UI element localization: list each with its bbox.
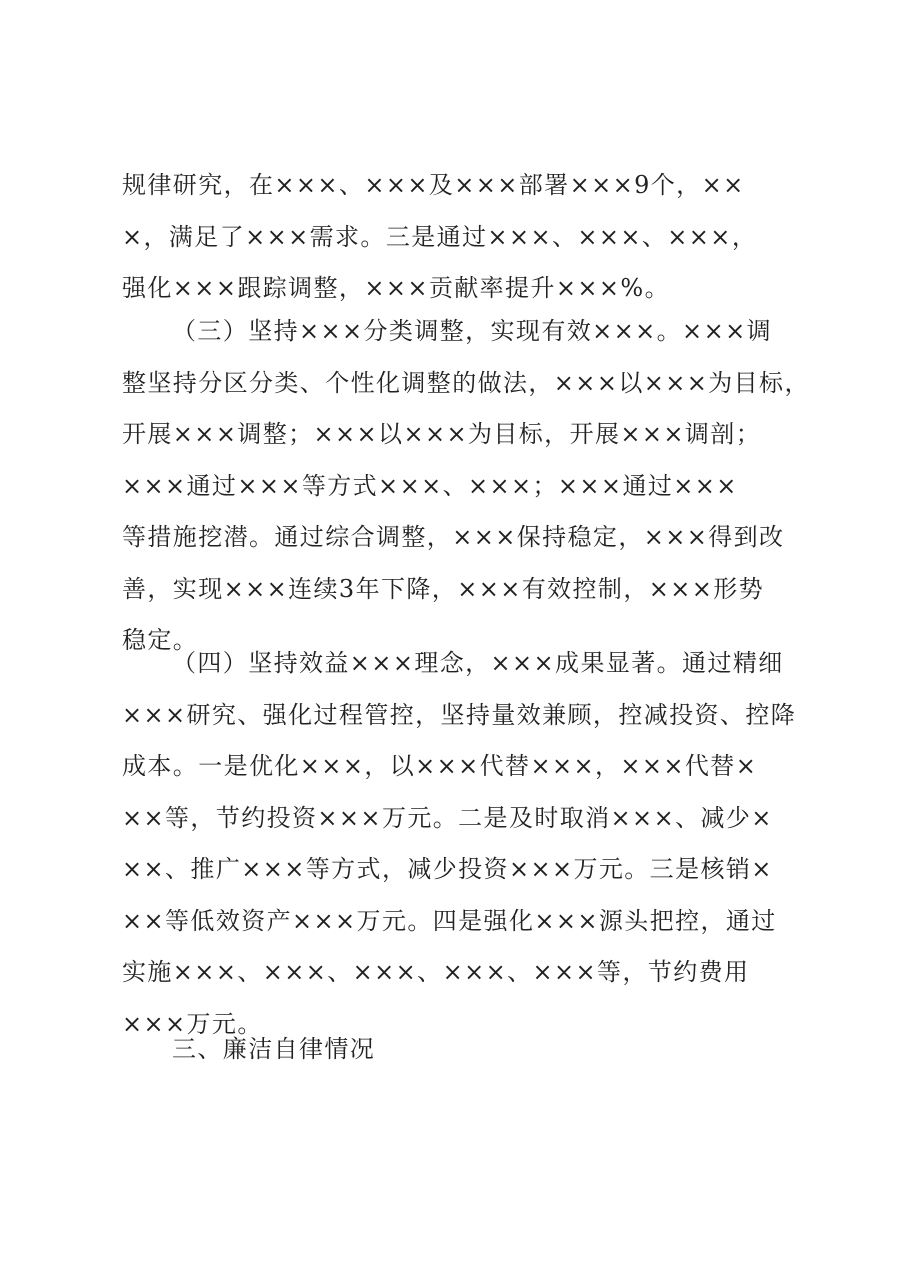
paragraph-line: ×××万元。 (122, 1009, 263, 1038)
paragraph-line: 强化×××跟踪调整，×××贡献率提升×××%。 (122, 274, 670, 302)
paragraph-line: 等措施挖潜。通过综合调整，×××保持稳定，×××得到改 (122, 523, 785, 551)
paragraph-1 (122, 160, 802, 315)
section-heading: 三、廉洁自律情况 (172, 1035, 376, 1063)
paragraph-2 (122, 306, 810, 667)
paragraph-line: ××等低效资产×××万元。四是强化×××源头把控，通过 (122, 906, 777, 935)
paragraph-line: 开展×××调整；×××以×××为目标，开展×××调剖； (122, 420, 762, 448)
section-heading-block (122, 1024, 802, 1076)
paragraph-line: ×，满足了×××需求。三是通过×××、×××、×××， (122, 222, 758, 251)
paragraph-line: ××、推广×××等方式，减少投资×××万元。三是核销× (122, 855, 773, 883)
paragraph-line: 实施×××、×××、×××、×××、×××等，节约费用 (122, 958, 750, 986)
paragraph-3 (122, 638, 802, 1050)
paragraph-line: 善，实现×××连续3年下降，×××有效控制，×××形势 (122, 574, 765, 603)
paragraph-line: ××等，节约投资×××万元。二是及时取消×××、减少× (122, 803, 773, 832)
paragraph-line: 整坚持分区分类、个性化调整的做法，×××以×××为目标， (122, 368, 810, 397)
paragraph-line: 成本。一是优化×××，以×××代替×××，×××代替× (122, 752, 758, 780)
paragraph-line: （三）坚持×××分类调整，实现有效×××。×××调 (172, 317, 772, 345)
paragraph-line: 规律研究，在×××、×××及×××部署×××9个，×× (122, 171, 745, 199)
paragraph-line: ×××研究、强化过程管控，坚持量效兼顾，控减投资、控降 (122, 700, 797, 729)
paragraph-line: 稳定。 (122, 626, 199, 654)
paragraph-line: （四）坚持效益×××理念，×××成果显著。通过精细 (172, 649, 784, 677)
paragraph-line: ×××通过×××等方式×××、×××；×××通过××× (122, 471, 738, 500)
